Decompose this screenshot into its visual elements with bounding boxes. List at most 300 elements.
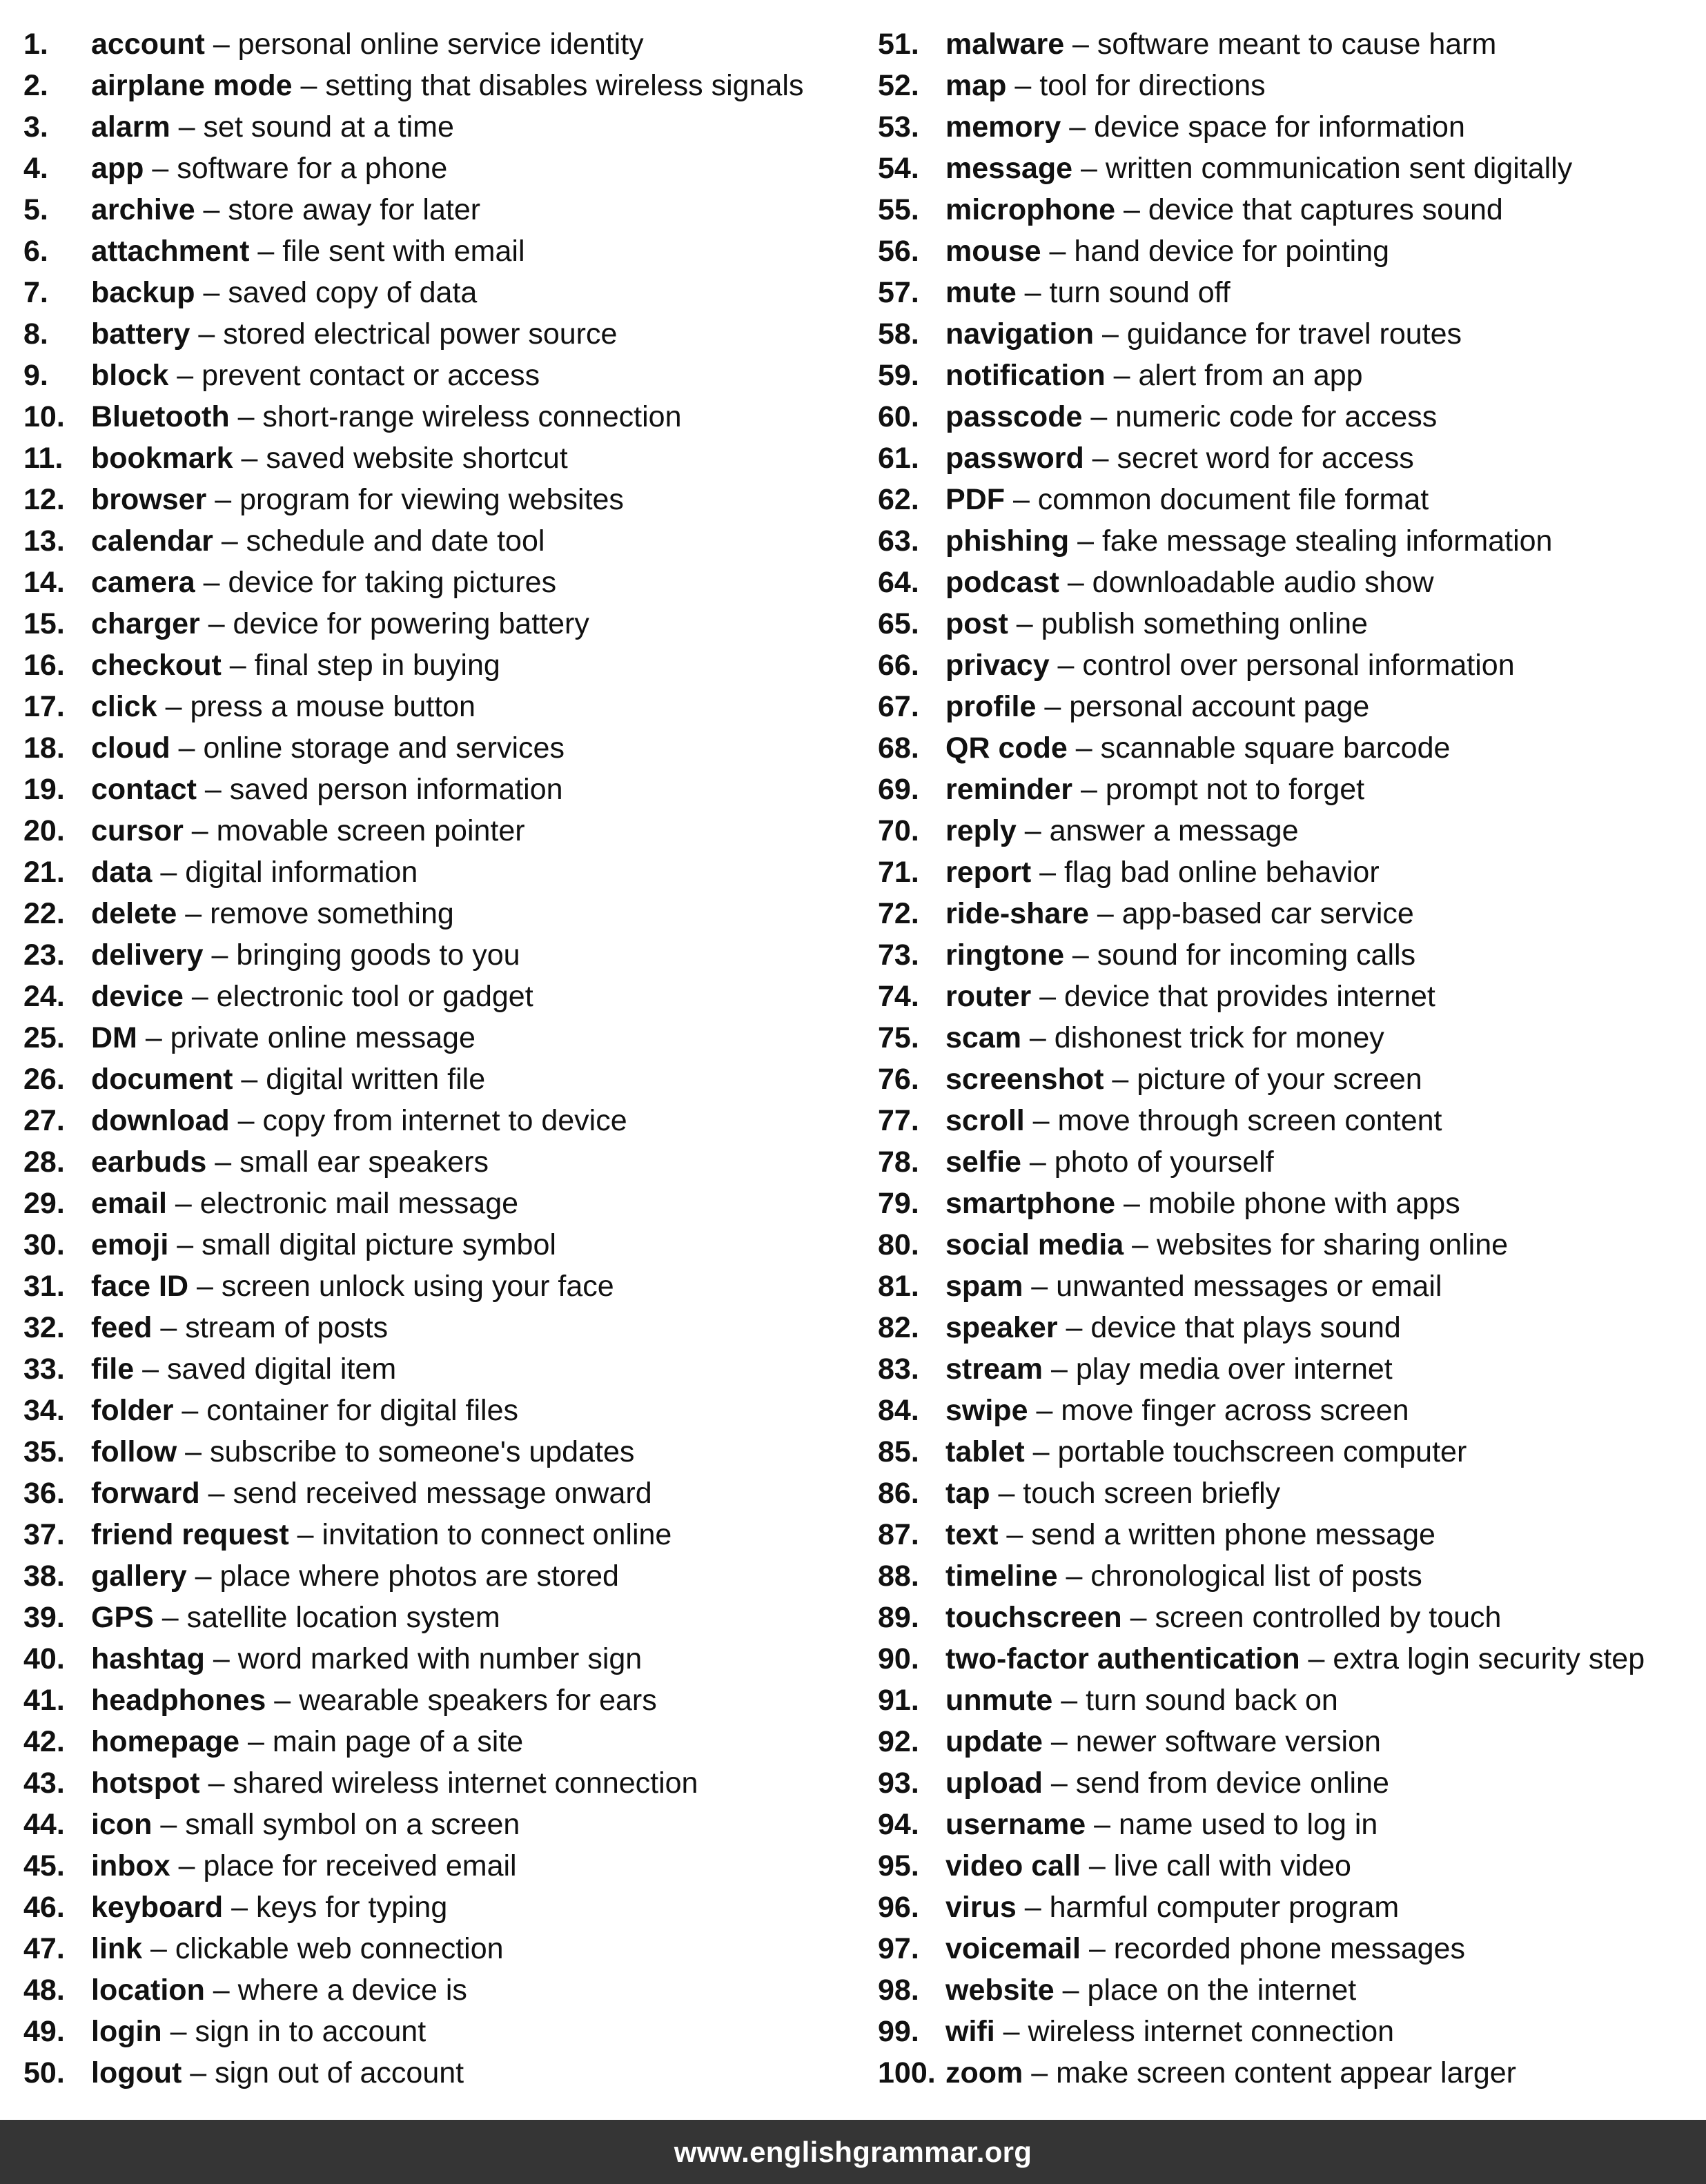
item-number: 78. [878,1145,919,1179]
item-term: timeline [945,1560,1058,1593]
item-number: 11. [23,442,63,475]
item-number: 94. [878,1808,919,1841]
item-definition: – play media over internet [1043,1352,1393,1386]
vocabulary-item [878,1183,1699,1224]
item-number: 98. [878,1974,919,2007]
vocabulary-item [878,1473,1699,1514]
item-definition: – dishonest trick for money [1021,1021,1384,1054]
vocabulary-item [23,1307,845,1348]
item-definition: – name used to log in [1086,1808,1378,1841]
item-number: 97. [878,1932,919,1965]
vocabulary-item [878,1307,1699,1348]
item-term: text [945,1518,999,1551]
item-term: face ID [91,1270,189,1303]
vocabulary-item [23,934,845,976]
item-term: folder [91,1394,174,1427]
item-term: inbox [91,1849,170,1882]
item-definition: – movable screen pointer [183,814,525,847]
item-definition: – turn sound off [1016,276,1231,309]
vocabulary-item [23,1762,845,1804]
item-definition: – small digital picture symbol [168,1228,556,1261]
item-number: 15. [23,607,65,640]
item-definition: – touch screen briefly [990,1477,1281,1510]
vocabulary-column-right [878,23,1699,2094]
item-number: 77. [878,1104,919,1137]
vocabulary-item [23,1059,845,1100]
item-number: 35. [23,1435,65,1468]
item-number: 87. [878,1518,919,1551]
vocabulary-item [878,1762,1699,1804]
item-term: navigation [945,317,1095,351]
vocabulary-item [23,396,845,437]
item-definition: – common document file format [1005,483,1429,516]
item-number: 41. [23,1684,65,1717]
item-number: 49. [23,2015,65,2048]
vocabulary-item [878,396,1699,437]
item-term: checkout [91,649,222,682]
item-term: speaker [945,1311,1058,1344]
item-number: 20. [23,814,65,847]
item-definition: – invitation to connect online [288,1518,672,1551]
vocabulary-item [878,1224,1699,1266]
vocabulary-item [878,1597,1699,1638]
vocabulary-item [878,1680,1699,1721]
item-term: earbuds [91,1145,207,1179]
item-definition: – device that provides internet [1031,980,1435,1013]
item-number: 89. [878,1601,919,1634]
item-term: unmute [945,1684,1053,1717]
item-term: map [945,69,1007,102]
vocabulary-item [23,1928,845,1969]
vocabulary-item [878,65,1699,106]
item-definition: – schedule and date tool [213,524,545,558]
item-number: 72. [878,897,919,930]
item-definition: – place for received email [170,1849,517,1882]
vocabulary-item [878,852,1699,893]
vocabulary-item [878,893,1699,934]
item-definition: – screen controlled by touch [1121,1601,1502,1634]
item-term: cloud [91,731,170,765]
item-term: message [945,152,1073,185]
item-number: 100. [878,2056,936,2089]
item-term: link [91,1932,143,1965]
item-term: stream [945,1352,1043,1386]
item-number: 16. [23,649,65,682]
item-number: 46. [23,1891,65,1924]
vocabulary-item [878,1348,1699,1390]
item-number: 83. [878,1352,919,1386]
item-term: voicemail [945,1932,1081,1965]
item-number: 22. [23,897,65,930]
item-term: smartphone [945,1187,1116,1220]
vocabulary-item [23,1431,845,1473]
item-definition: – satellite location system [153,1601,500,1634]
item-definition: – written communication sent digitally [1072,152,1573,185]
item-definition: – live call with video [1080,1849,1351,1882]
item-term: download [91,1104,230,1137]
item-term: ringtone [945,938,1064,972]
item-number: 4. [23,152,48,185]
vocabulary-item [878,230,1699,272]
vocabulary-item [878,148,1699,189]
item-definition: – place where photos are stored [186,1560,619,1593]
item-definition: – clickable web connection [142,1932,504,1965]
item-number: 67. [878,690,919,723]
item-term: swipe [945,1394,1028,1427]
item-number: 69. [878,773,919,806]
vocabulary-item [23,106,845,148]
item-term: social media [945,1228,1124,1261]
item-number: 34. [23,1394,65,1427]
item-definition: – stored electrical power source [190,317,618,351]
item-number: 53. [878,110,919,144]
item-term: bookmark [91,442,233,475]
item-number: 93. [878,1767,919,1800]
item-term: login [91,2015,162,2048]
vocabulary-item [23,1804,845,1845]
item-definition: – place on the internet [1054,1974,1357,2007]
vocabulary-item [23,1845,845,1887]
item-definition: – picture of your screen [1104,1063,1422,1096]
item-number: 54. [878,152,919,185]
vocabulary-item [878,1141,1699,1183]
vocabulary-item [878,1390,1699,1431]
item-definition: – control over personal information [1049,649,1515,682]
vocabulary-item [878,1555,1699,1597]
item-definition: – unwanted messages or email [1023,1270,1442,1303]
item-number: 5. [23,193,48,226]
item-number: 65. [878,607,919,640]
item-definition: – send received message onward [199,1477,652,1510]
vocabulary-item [878,1514,1699,1555]
item-number: 18. [23,731,65,765]
vocabulary-item [878,686,1699,727]
item-number: 82. [878,1311,919,1344]
item-number: 44. [23,1808,65,1841]
vocabulary-item [878,313,1699,355]
item-definition: – short-range wireless connection [229,400,682,433]
item-number: 61. [878,442,919,475]
item-definition: – electronic tool or gadget [183,980,533,1013]
vocabulary-item [23,893,845,934]
item-number: 29. [23,1187,65,1220]
item-definition: – guidance for travel routes [1094,317,1462,351]
item-definition: – store away for later [195,193,481,226]
vocabulary-item [23,1266,845,1307]
item-term: virus [945,1891,1017,1924]
item-term: cursor [91,814,184,847]
item-definition: – keys for typing [223,1891,448,1924]
item-term: post [945,607,1008,640]
vocabulary-item [878,810,1699,852]
item-definition: – prompt not to forget [1072,773,1365,806]
vocabulary-item [23,230,845,272]
item-term: email [91,1187,167,1220]
item-term: touchscreen [945,1601,1122,1634]
vocabulary-item [23,65,845,106]
item-definition: – send from device online [1042,1767,1389,1800]
item-term: archive [91,193,195,226]
item-definition: – websites for sharing online [1124,1228,1509,1261]
item-definition: – copy from internet to device [229,1104,627,1137]
item-term: website [945,1974,1055,2007]
item-definition: – saved digital item [134,1352,397,1386]
item-number: 8. [23,317,48,351]
item-number: 56. [878,235,919,268]
item-term: ride-share [945,897,1089,930]
item-term: charger [91,607,200,640]
vocabulary-item [878,1845,1699,1887]
item-definition: – wearable speakers for ears [266,1684,657,1717]
vocabulary-item [23,1141,845,1183]
item-definition: – move through screen content [1024,1104,1442,1137]
item-number: 84. [878,1394,919,1427]
item-number: 95. [878,1849,919,1882]
item-term: scam [945,1021,1021,1054]
vocabulary-item [878,479,1699,520]
vocabulary-item [878,769,1699,810]
vocabulary-item [878,1969,1699,2011]
item-definition: – secret word for access [1084,442,1414,475]
item-number: 48. [23,1974,65,2007]
item-number: 47. [23,1932,65,1965]
item-term: emoji [91,1228,169,1261]
item-term: alarm [91,110,170,144]
item-definition: – screen unlock using your face [188,1270,614,1303]
vocabulary-item [878,272,1699,313]
item-term: reply [945,814,1017,847]
item-definition: – file sent with email [249,235,525,268]
item-term: username [945,1808,1086,1841]
vocabulary-item [878,1059,1699,1100]
item-number: 70. [878,814,919,847]
item-number: 2. [23,69,48,102]
item-definition: – harmful computer program [1016,1891,1400,1924]
vocabulary-item [23,810,845,852]
item-term: delete [91,897,177,930]
item-number: 74. [878,980,919,1013]
vocabulary-item [878,1431,1699,1473]
vocabulary-item [878,1017,1699,1059]
item-definition: – sign out of account [182,2056,464,2089]
item-number: 24. [23,980,65,1013]
item-definition: – tool for directions [1006,69,1266,102]
vocabulary-item [878,189,1699,230]
item-term: selfie [945,1145,1021,1179]
vocabulary-item [23,976,845,1017]
item-number: 33. [23,1352,65,1386]
vocabulary-item [878,106,1699,148]
vocabulary-item [878,2011,1699,2052]
item-number: 31. [23,1270,65,1303]
item-term: malware [945,28,1065,61]
item-number: 26. [23,1063,65,1096]
item-definition: – software meant to cause harm [1064,28,1497,61]
vocabulary-item [878,437,1699,479]
footer-website-text: www.englishgrammar.org [674,2135,1032,2168]
vocabulary-item [23,355,845,396]
vocabulary-item [23,1473,845,1514]
vocabulary-item [878,1887,1699,1928]
vocabulary-item [23,1224,845,1266]
vocabulary-item [878,1804,1699,1845]
item-term: tablet [945,1435,1025,1468]
item-definition: – container for digital files [173,1394,518,1427]
item-number: 92. [878,1725,919,1758]
item-term: gallery [91,1560,187,1593]
item-definition: – sign in to account [161,2015,426,2048]
vocabulary-item [878,2052,1699,2094]
item-term: device [91,980,184,1013]
vocabulary-item [23,189,845,230]
vocabulary-item [23,852,845,893]
item-number: 76. [878,1063,919,1096]
item-definition: – small symbol on a screen [152,1808,520,1841]
vocabulary-item [878,1928,1699,1969]
item-definition: – setting that disables wireless signals [292,69,804,102]
item-term: location [91,1974,205,2007]
item-definition: – saved copy of data [195,276,478,309]
item-term: QR code [945,731,1068,765]
vocabulary-item [23,686,845,727]
item-number: 68. [878,731,919,765]
item-definition: – small ear speakers [206,1145,489,1179]
item-number: 42. [23,1725,65,1758]
vocabulary-item [878,1721,1699,1762]
item-number: 90. [878,1642,919,1675]
vocabulary-item [23,148,845,189]
item-term: delivery [91,938,204,972]
item-term: click [91,690,157,723]
item-number: 64. [878,566,919,599]
vocabulary-item [23,1348,845,1390]
vocabulary-item [23,1597,845,1638]
item-term: logout [91,2056,182,2089]
item-number: 1. [23,28,48,61]
item-definition: – prevent contact or access [168,359,540,392]
vocabulary-item [23,1183,845,1224]
item-definition: – stream of posts [152,1311,389,1344]
vocabulary-item [878,1266,1699,1307]
item-number: 6. [23,235,48,268]
item-definition: – photo of yourself [1021,1145,1274,1179]
item-term: two-factor authentication [945,1642,1300,1675]
item-number: 25. [23,1021,65,1054]
item-number: 51. [878,28,919,61]
item-number: 99. [878,2015,919,2048]
item-term: icon [91,1808,153,1841]
item-definition: – digital information [152,856,418,889]
item-number: 23. [23,938,65,972]
item-definition: – press a mouse button [157,690,475,723]
item-term: DM [91,1021,137,1054]
vocabulary-item [878,603,1699,645]
item-term: forward [91,1477,200,1510]
item-number: 10. [23,400,65,433]
vocabulary-item [878,976,1699,1017]
item-term: data [91,856,153,889]
item-definition: – remove something [177,897,454,930]
item-definition: – electronic mail message [166,1187,519,1220]
vocabulary-item [878,934,1699,976]
item-term: memory [945,110,1061,144]
item-term: upload [945,1767,1043,1800]
item-term: homepage [91,1725,240,1758]
footer-bar [0,2120,1706,2184]
item-term: headphones [91,1684,266,1717]
item-number: 79. [878,1187,919,1220]
item-definition: – personal online service identity [204,28,644,61]
vocabulary-item [878,1100,1699,1141]
item-number: 9. [23,359,48,392]
item-term: browser [91,483,207,516]
item-definition: – personal account page [1036,690,1370,723]
vocabulary-item [23,313,845,355]
item-definition: – device space for information [1061,110,1465,144]
item-number: 17. [23,690,65,723]
item-number: 19. [23,773,65,806]
item-definition: – numeric code for access [1082,400,1438,433]
item-number: 60. [878,400,919,433]
item-definition: – saved website shortcut [233,442,568,475]
item-term: friend request [91,1518,289,1551]
item-definition: – chronological list of posts [1057,1560,1422,1593]
item-number: 27. [23,1104,65,1137]
item-definition: – saved person information [196,773,563,806]
item-term: Bluetooth [91,400,230,433]
item-definition: – sound for incoming calls [1063,938,1416,972]
item-term: backup [91,276,195,309]
item-term: calendar [91,524,213,558]
item-definition: – shared wireless internet connection [199,1767,698,1800]
item-term: keyboard [91,1891,224,1924]
item-number: 85. [878,1435,919,1468]
item-term: passcode [945,400,1083,433]
item-term: PDF [945,483,1005,516]
item-definition: – send a written phone message [998,1518,1435,1551]
item-number: 91. [878,1684,919,1717]
item-number: 36. [23,1477,65,1510]
item-term: attachment [91,235,250,268]
item-definition: – make screen content appear larger [1023,2056,1516,2089]
vocabulary-item [23,1100,845,1141]
item-term: report [945,856,1032,889]
vocabulary-item [23,437,845,479]
item-number: 12. [23,483,65,516]
item-term: notification [945,359,1106,392]
item-number: 30. [23,1228,65,1261]
vocabulary-item [23,1969,845,2011]
item-definition: – where a device is [204,1974,467,2007]
item-term: screenshot [945,1063,1104,1096]
item-number: 96. [878,1891,919,1924]
item-term: microphone [945,193,1116,226]
item-definition: – device for taking pictures [195,566,557,599]
item-term: mute [945,276,1017,309]
item-term: profile [945,690,1037,723]
item-number: 75. [878,1021,919,1054]
vocabulary-item [23,1887,845,1928]
item-term: video call [945,1849,1081,1882]
vocabulary-item [23,1680,845,1721]
item-definition: – extra login security step [1300,1642,1645,1675]
item-term: tap [945,1477,990,1510]
item-definition: – program for viewing websites [206,483,624,516]
item-term: file [91,1352,135,1386]
item-definition: – online storage and services [170,731,565,765]
item-definition: – turn sound back on [1052,1684,1338,1717]
vocabulary-item [23,1017,845,1059]
